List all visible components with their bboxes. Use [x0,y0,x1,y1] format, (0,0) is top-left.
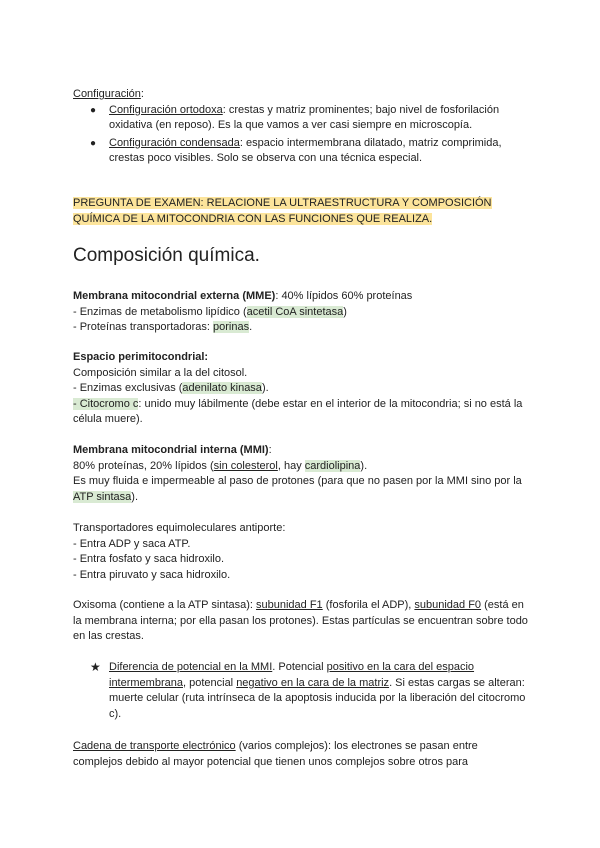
mmi-title: Membrana mitocondrial interna (MMI): [73,444,272,456]
potential-note: ★ Diferencia de potencial en la MMI. Potencial positivo en la cara del espacio intermembrana, potencial negativo en la cara de la matriz. Si estas cargas se alteran: muerte celular (ruta intrínseca de la apoptosis inducida por la liberación del citocromo c). [90,660,526,720]
configuration-heading: Configuración: [73,88,144,100]
transport-item: - Entra piruvato y saca hidroxilo. [73,568,231,581]
list-item-ortodoxa: ● Configuración ortodoxa: crestas y matriz prominentes; bajo nivel de fosforilación oxidativa (en reposo). Es la que vamos a ver casi siempre en microscopía. [90,103,500,131]
transport-item: - Entra fosfato y saca hidroxilo. [73,553,225,565]
term-ortodoxa: Configuración ortodoxa [109,103,223,116]
section-title: Composición química. [73,245,260,266]
bullet-icon: ● [90,104,97,116]
mme-title: Membrana mitocondrial externa (MME): 40% lípidos 60% proteínas [73,290,413,302]
perimito-line-1: Composición similar a la del citosol. [73,366,248,379]
perimito-line-2: - Enzimas exclusivas (adenilato kinasa). [73,382,269,394]
subunit-f0: subunidad F0 [414,599,482,611]
mme-section [73,289,528,336]
mme-line-1: - Enzimas de metabolismo lipídico (acetil CoA sintetasa) [73,305,347,318]
exam-question [73,196,528,227]
transport-title: Transportadores equimoleculares antiporte: [73,522,286,534]
perimito-title: Espacio perimitocondrial: [73,351,209,363]
perimito-line-3: - Citocromo c: unido muy lábilmente (debe estar en el interior de la mitocondria; si no está la célula muere). [73,397,523,425]
bullet-icon: ● [90,137,97,149]
mmi-section [73,443,528,505]
section-title-block [73,245,528,267]
configuration-section [73,87,528,169]
configuration-list [73,103,528,167]
list-item-condensada: ● Configuración condensada: espacio intermembrana dilatado, matriz comprimida, crestas poco visibles. Solo se observa con una técnica especial. [90,136,502,164]
mme-line-2: - Proteínas transportadoras: porinas. [73,321,253,333]
star-icon: ★ [90,660,101,674]
mmi-line-1: 80% proteínas, 20% lípidos (sin colesterol, hay cardiolipina). [73,459,368,472]
term-condensada: Configuración condensada [109,136,240,149]
perimito-section [73,350,528,428]
cadena-paragraph: Cadena de transporte electrónico (varios complejos): los electrones se pasan entre complejos debido al mayor potencial que tienen unos complejos sobre otros para [73,740,478,768]
oxisoma-paragraph: Oxisoma (contiene a la ATP sintasa): subunidad F1 (fosforila el ADP), subunidad F0 (está en la membrana interna; por ella pasan los protones). Estas partículas se encuentran sobre todo en las crestas. [73,599,528,642]
transport-section [73,521,528,583]
subunit-f1: subunidad F1 [256,599,323,611]
transport-item: - Entra ADP y saca ATP. [73,537,191,550]
exam-question-text: PREGUNTA DE EXAMEN: RELACIONE LA ULTRAESTRUCTURA Y COMPOSICIÓN QUÍMICA DE LA MITOCONDRIA CON LAS FUNCIONES QUE REALIZA. [73,197,492,225]
mmi-line-2: Es muy fluida e impermeable al paso de protones (para que no pasen por la MMI sino por la ATP sintasa). [73,475,522,503]
